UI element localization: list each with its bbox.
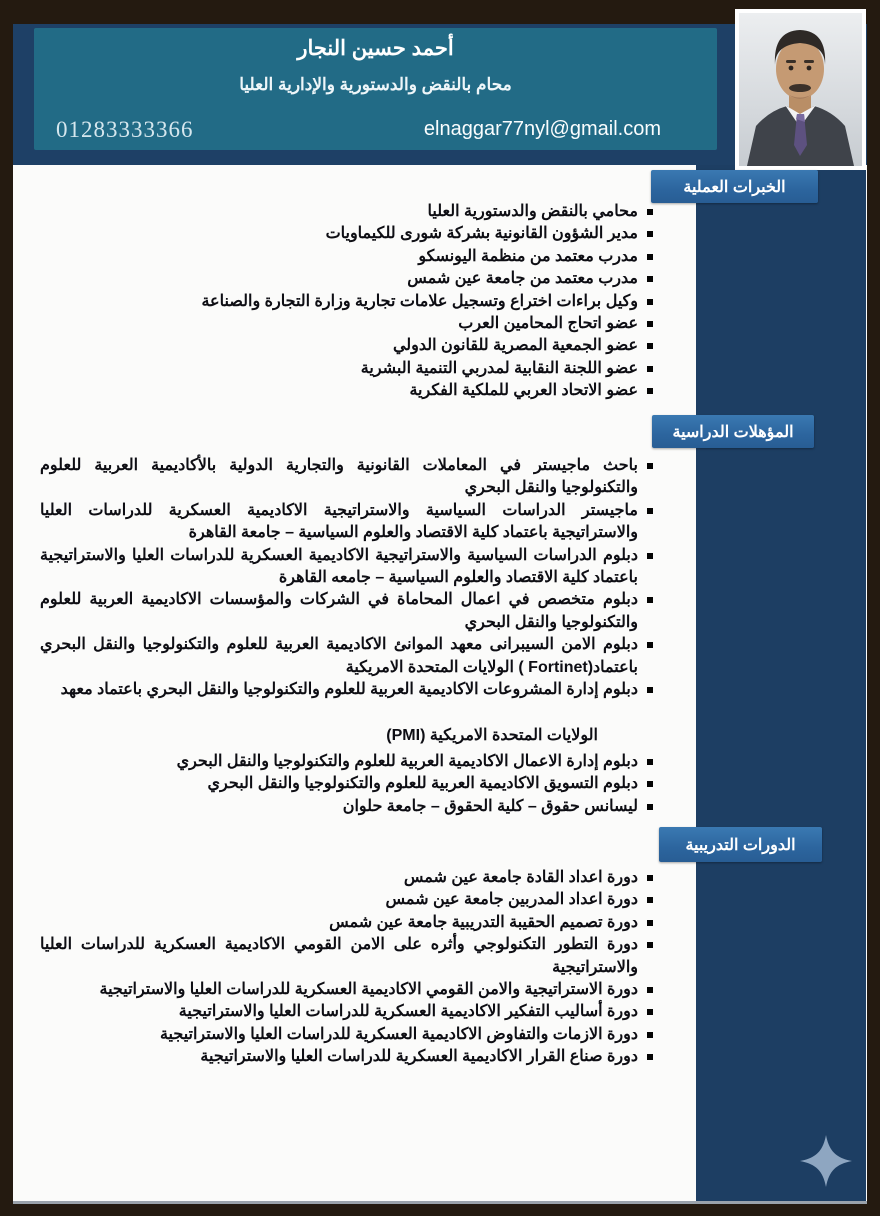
list-item: دبلوم متخصص في اعمال المحاماة في الشركات والمؤسسات الاكاديمية العربية للعلوم والتكنولوجيا والنقل البحري (40, 589, 654, 634)
list-item: دورة تصميم الحقيبة التدريبية جامعة عين شمس (40, 912, 654, 934)
right-sidebar (696, 165, 866, 1201)
list-item: ليسانس حقوق – كلية الحقوق – جامعة حلوان (40, 796, 654, 818)
list-item: مدير الشؤون القانونية بشركة شورى للكيماويات (40, 223, 654, 245)
experience-list (40, 201, 654, 403)
list-item: دبلوم إدارة الاعمال الاكاديمية العربية للعلوم والتكنولوجيا والنقل البحري (40, 751, 654, 773)
section-header-courses (659, 827, 822, 862)
section-header-qualifications (652, 415, 814, 448)
list-item: دبلوم التسويق الاكاديمية العربية للعلوم والتكنولوجيا والنقل البحري (40, 773, 654, 795)
courses-list (40, 867, 654, 1069)
list-item: دبلوم الامن السيبرانى معهد الموانئ الاكاديمية العربية للعلوم والتكنولوجيا والنقل البحري باعتماد(Fortinet ) الولايات المتحدة الامريكية (40, 634, 654, 679)
list-item: مدرب معتمد من منظمة اليونسكو (40, 246, 654, 268)
list-item: دورة اعداد القادة جامعة عين شمس (40, 867, 654, 889)
section-header-label: المؤهلات الدراسية (672, 423, 794, 441)
qualifications-list (40, 455, 654, 818)
list-item: ماجيستر الدراسات السياسية والاستراتيجية الاكاديمية العسكرية للدراسات العليا والاستراتيجية باعتماد كلية الاقتصاد والعلوم السياسية – جامعة القاهرة (40, 500, 654, 545)
qualifications-main-items (40, 455, 654, 701)
list-item: دورة أساليب التفكير الاكاديمية العسكرية للدراسات العليا والاستراتيجية (40, 1001, 654, 1023)
list-item: محامي بالنقض والدستورية العليا (40, 201, 654, 223)
list-item: دورة الازمات والتفاوض الاكاديمية العسكرية للدراسات العليا والاستراتيجية (40, 1024, 654, 1046)
sparkle-icon (800, 1135, 852, 1187)
list-item: دبلوم إدارة المشروعات الاكاديمية العربية للعلوم والتكنولوجيا والنقل البحري باعتماد معهد (40, 679, 654, 701)
section-header-label: الخبرات العملية (683, 178, 786, 196)
list-item: دورة التطور التكنولوجي وأثره على الامن القومي الاكاديمية العسكرية للدراسات العليا والاستراتيجية (40, 934, 654, 979)
list-item: عضو الاتحاد العربي للملكية الفكرية (40, 380, 654, 402)
job-title: محام بالنقض والدستورية والإدارية العليا (239, 75, 512, 94)
list-item: عضو الجمعية المصرية للقانون الدولي (40, 335, 654, 357)
portrait-photo (735, 9, 866, 170)
list-item: دورة صناع القرار الاكاديمية العسكرية للدراسات العليا والاستراتيجية (40, 1046, 654, 1068)
list-item: مدرب معتمد من جامعة عين شمس (40, 268, 654, 290)
section-header-label: الدورات التدريبية (685, 836, 796, 854)
portrait-illustration (739, 13, 862, 166)
list-item: باحث ماجيستر في المعاملات القانونية والتجارية الدولية بالأكاديمية العربية للعلوم والتكنولوجيا والنقل البحري (40, 455, 654, 500)
list-item: دورة الاستراتيجية والامن القومي الاكاديمية العسكرية للدراسات العليا والاستراتيجية (40, 979, 654, 1001)
section-header-experience (651, 170, 818, 203)
phone-number: 01283333366 (56, 117, 194, 142)
qualifications-extra-items (40, 751, 654, 818)
list-item: عضو اللجنة النقابية لمدربي التنمية البشرية (40, 358, 654, 380)
list-item: وكيل براءات اختراع وتسجيل علامات تجارية وزارة التجارة والصناعة (40, 291, 654, 313)
list-item: دورة اعداد المدربين جامعة عين شمس (40, 889, 654, 911)
person-name: أحمد حسين النجار (297, 37, 454, 60)
header-panel (34, 28, 717, 150)
list-item: عضو اتحاج المحامين العرب (40, 313, 654, 335)
email-address: elnaggar77nyl@gmail.com (423, 118, 661, 140)
list-item: دبلوم الدراسات السياسية والاستراتيجية الاكاديمية العسكرية للدراسات العليا والاستراتيجية باعتماد كلية الاقتصاد والعلوم السياسية – جامعه القاهرة (40, 545, 654, 590)
pmi-line: الولايات المتحدة الامريكية (PMI) (386, 727, 598, 745)
